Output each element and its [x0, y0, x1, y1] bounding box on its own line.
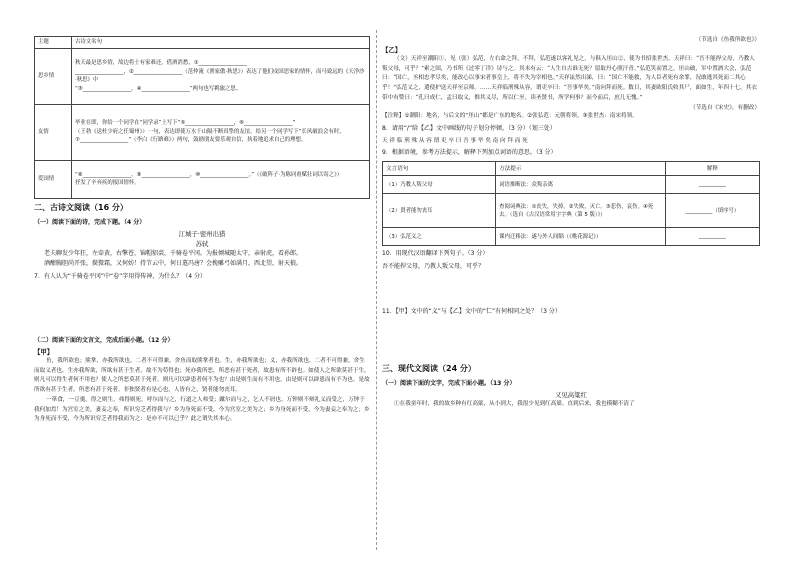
- q8-sentence: 天 祥 临 刑 殊 从 容 谓 吏 卒 曰 吾 事 毕 矣 南 向 拜 而 死: [382, 137, 528, 144]
- fill-line: “⑧__________________，⑨__________________，⑩__________________。”（《破阵子·为陈同甫赋壮词以寄之》）: [75, 171, 343, 178]
- q9-answer-blank[interactable]: __________: [665, 175, 759, 193]
- essay-title: 又见高粱红: [555, 390, 587, 399]
- jia-label: 【甲】: [34, 347, 54, 356]
- poem-line: 酒酣胸胆尚开张，鬓微霜，又何妨！持节云中，何日遣冯唐？会挽雕弓如满月，西北望，射天狼。: [44, 260, 303, 268]
- fill-line: 毕业在即，你给一个同学在“同学录”上写下“⑤__________________，⑥__________________”: [75, 120, 296, 127]
- annotations: 【注释】①潮阳：地名，与后文的“厓山”都是广东的地名。②张弘范：元朝将领。③张世杰：南宋将领。: [382, 113, 638, 120]
- question-8: 8．请用“/”给【乙】文中画线的句子划分停顿。（3 分）（划三处）: [382, 125, 556, 133]
- part-2-title: （二）阅读下面的文言文，完成后面小题。（12 分）: [34, 336, 174, 344]
- q9-answer-blank[interactable]: __________: [665, 227, 759, 245]
- q9-row-method: 查阅词典法：①丧失，失掉。②失败，灭亡。③悲伤，哀伤。④死去。（选自《古汉语常用字字典（第 5 版）》）: [496, 193, 666, 227]
- answer-space[interactable]: [34, 285, 370, 331]
- table-header-topic: 主题: [35, 37, 72, 49]
- topic-friendship: 友情: [35, 104, 72, 160]
- part-1-title: （一）阅读下面的诗，完成下题。（4 分）: [34, 218, 146, 226]
- answer-space[interactable]: [382, 274, 760, 304]
- essay-paragraph: ①在我童年时，我的故乡种有红高粱，从小到大，我很少见到红高粱。直到后来，我也模糊不清了: [394, 401, 635, 407]
- question-9: 9．根据语境，参考方法提示，解释下列加点词语的意思。（3 分）: [382, 149, 557, 157]
- poetry-theme-table: [34, 36, 370, 199]
- q9-row-sentence: （1）乃教人叛父母: [383, 175, 496, 193]
- topic-patriotism: 爱国情: [35, 160, 72, 198]
- q9-row-method: 词语推断法：众叛亲离: [496, 175, 666, 193]
- poem-title: 江城子·密州出猎: [178, 229, 226, 238]
- question-10: 10．用现代汉语翻译下列句子。（3 分）: [382, 249, 489, 257]
- section-3-title: 三、现代文阅读（24 分）: [382, 363, 476, 373]
- patriotism-cell: [72, 160, 370, 198]
- fill-line: __________________，②__________________（范仲淹《渔家傲·秋思》）表达了他们戍国思家的情怀，而马致远的《天净沙·秋思》中: [75, 68, 365, 84]
- q10-sentence: 吾不能捍父母，乃教人叛父母，可乎？: [382, 262, 485, 270]
- q9-header-method: 方法提示: [496, 161, 666, 175]
- yi-label: 【乙】: [382, 45, 402, 54]
- table-header-lines: 古诗文名句: [72, 37, 370, 49]
- jia-paragraph: 鱼，我所欲也；熊掌，亦我所欲也。二者不可得兼，舍鱼而取熊掌者也。生，亦我所欲也；义，亦我所欲也。二者不可得兼，舍生而取义者也。生亦我所欲，所欲有甚于生者，故不为苟得也；死亦我所恶，所恶有甚于死者，故患有所不辟也。如使人之所欲莫甚于生，则凡可以得生者何不用也？使人之所恶莫甚于死者，则凡可以辟患者何不为也？由是则生而有不用也，由是则可以辟患而有不为也。是故所欲有甚于生者，所恶有甚于死者。非独贤者有是心也，人皆有之，贤者能勿丧耳。: [34, 357, 370, 394]
- jia-paragraph: 一箪食，一豆羹，得之则生，弗得则死。呼尔而与之，行道之人弗受；蹴尔而与之，乞人不屑也。万钟则不辩礼义而受之，万钟于我何加焉！为宫室之美，妻妾之奉，所识穷乏者得我与？乡为身死而不受，今为宫室之美为之；乡为身死而不受，今为妻妾之奉为之；乡为身死而不受，今为所识穷乏者得我而为之：是亦不可以已乎？此之谓失其本心。: [34, 396, 370, 423]
- part-3-title: （一）阅读下面的文字，完成下面小题。（13 分）: [382, 379, 516, 387]
- question-7: 7．有人认为“千骑卷平冈”中“卷”字用得传神，为什么？（4 分）: [34, 272, 206, 280]
- q9-header-explain: 解释: [665, 161, 759, 175]
- source-yi: （节选自《宋史》，有删改）: [690, 104, 760, 111]
- q9-row-sentence: （2）贤者能勿丧耳: [383, 193, 496, 227]
- q9-row-sentence: （3）弘范义之: [383, 227, 496, 245]
- q9-header-sentence: 文言语句: [383, 161, 496, 175]
- answer-space[interactable]: [382, 320, 760, 360]
- homesick-cell: [72, 48, 370, 104]
- yi-paragraph: （文）天祥至潮阳①，见（张）弘范，左右命之拜，不拜，弘范遂以客礼见之，与俱入厓山②，使为书招张世杰。天祥曰：“吾不能捍父母，乃教人叛父母，可乎？”索之固，乃书所《过零丁洋》诗与之。其末有云：“人生自古谁无死？留取丹心照汗青。”弘范笑而置之。厓山破，军中置酒大会，弘范曰：“国亡，丞相忠孝尽矣，能改心以事宋者事皇上，将不失为宰相也。”天祥泫然出涕，曰：“国亡不能救，为人臣者死有余罪，况敢逃其死而二其心乎！”弘范义之，遣使护送天祥至京师。……天祥临刑殊从容，谓吏卒曰：“吾事毕矣。”南向拜而死。数日，其妻欧阳氏收其尸，面如生，年四十七。其衣带中有赞曰：“孔曰成仁，孟曰取义，惟其义尽，所以仁至。读圣贤书，所学何事？而今而后，庶几无愧。”: [382, 55, 757, 102]
- left-column: [34, 36, 370, 425]
- fill-line: （王勃《送杜少府之任蜀州》）一句，表达即使万水千山隔不断真挚的友谊。给另一个同学写下“长风破浪会有时，⑦__________________”（李白《行路难》）两句，鼓励朋友要乐观自信，执着地追求自己的理想。: [75, 128, 345, 144]
- source-jia: （节选自《鱼我所欲也》）: [695, 37, 760, 43]
- column-divider: [376, 30, 378, 550]
- poem-author: 苏轼: [195, 239, 209, 248]
- right-column: [382, 36, 760, 410]
- fill-line: 抒发了辛弃疾的报国情怀。: [75, 180, 140, 187]
- section-2-title: 二、古诗文阅读（16 分）: [34, 202, 128, 212]
- friendship-cell: [72, 104, 370, 160]
- q9-row-method: 课内迁移法：遂与外人间隔（《桃花源记》）: [496, 227, 666, 245]
- topic-homesick: 思乡情: [35, 48, 72, 104]
- fill-line: “③__________________，④__________________”两句也写羁旅之思。: [75, 85, 242, 92]
- q9-table: [382, 161, 760, 246]
- fill-line: 秋天最是思乡情，故边将士有家难还，借酒消愁，①__________________: [75, 59, 247, 66]
- poem-line: 老夫聊发少年狂，左牵黄，右擎苍，锦帽貂裘，千骑卷平冈。为报倾城随太守，亲射虎，看孙郎。: [44, 250, 303, 258]
- question-11: 11．【甲】文中的“义”与【乙】文中的“仁”有何相同之处？（3 分）: [382, 308, 561, 316]
- q9-answer-blank[interactable]: __________（填序号）: [665, 193, 759, 227]
